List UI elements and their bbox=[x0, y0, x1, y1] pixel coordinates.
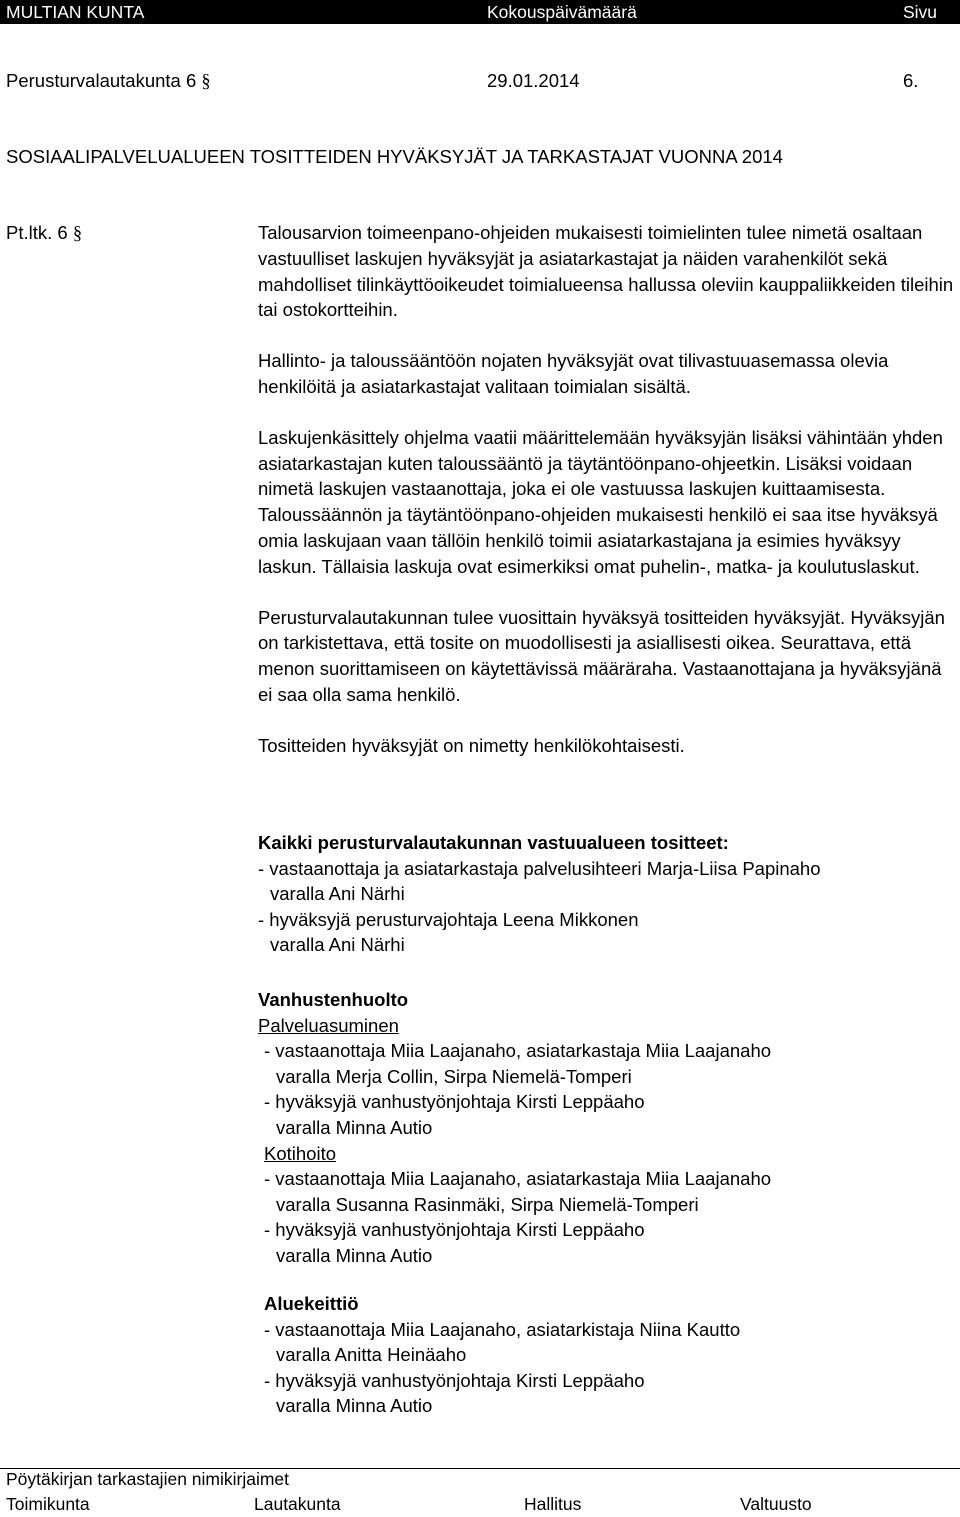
municipality-name: MULTIAN KUNTA bbox=[6, 2, 145, 22]
page-number: 6. bbox=[903, 70, 919, 91]
meeting-date: 29.01.2014 bbox=[487, 70, 580, 91]
meeting-date-label: Kokouspäivämäärä bbox=[487, 2, 637, 22]
list-item: varalla Ani Närhi bbox=[270, 883, 405, 905]
list-item: - hyväksyjä vanhustyönjohtaja Kirsti Leppäaho bbox=[264, 1369, 645, 1391]
footer-col-hallitus: Hallitus bbox=[524, 1494, 582, 1514]
footer-title: Pöytäkirjan tarkastajien nimikirjaimet bbox=[6, 1469, 290, 1489]
list-item: - hyväksyjä perusturvajohtaja Leena Mikkonen bbox=[258, 908, 639, 930]
document-header bbox=[0, 0, 960, 24]
list-item: - hyväksyjä vanhustyönjohtaja Kirsti Leppäaho bbox=[264, 1219, 645, 1241]
footer-col-lautakunta: Lautakunta bbox=[254, 1494, 341, 1514]
item-label: Pt.ltk. 6 § bbox=[6, 222, 83, 244]
section-mark: § bbox=[72, 224, 83, 244]
list-item: varalla Anitta Heinäaho bbox=[276, 1344, 467, 1366]
page-label: Sivu bbox=[903, 2, 938, 22]
all-area-section bbox=[258, 830, 821, 958]
subsection-heading: Kotihoito bbox=[264, 1142, 336, 1164]
paragraph: Perusturvalautakunnan tulee vuosittain hyväksyä tositteiden hyväksyjät. Hyväksyjän on tarkistettava, että tosite on muodollisesti ja asiallisesti oikea. Seurattava, että menon suorittamiseen on käytettävissä määräraha. Vastaanottajana ja hyväksyjänä ei saa olla sama henkilö. bbox=[258, 606, 945, 705]
footer-col-toimikunta: Toimikunta bbox=[6, 1494, 90, 1514]
list-item: - vastaanottaja Miia Laajanaho, asiatarkastaja Miia Laajanaho bbox=[264, 1168, 772, 1190]
paragraph: Laskujenkäsittely ohjelma vaatii määrittelemään hyväksyjän lisäksi vähintään yhden asiatarkastajan kuten taloussääntö ja täytäntöönpano-ohjeetkin. Lisäksi voidaan nimetä laskujen vastaanottaja, joka ei ole vastuussa laskujen kuittaamisesta. Taloussäännön ja täytäntöönpano-ohjeiden mukaisesti henkilö ei saa itse hyväksyä omia laskujaan vaan tällöin henkilö toimii asiatarkastajana ja esimies hyväksyy laskun. Tällaisia laskuja ovat esimerkiksi omat puhelin-, matka- ja koulutuslaskut. bbox=[258, 426, 943, 577]
list-item: - vastaanottaja Miia Laajanaho, asiatarkastaja Miia Laajanaho bbox=[264, 1040, 772, 1062]
list-item: - hyväksyjä vanhustyönjohtaja Kirsti Leppäaho bbox=[264, 1091, 645, 1113]
paragraph: Tositteiden hyväksyjät on nimetty henkilökohtaisesti. bbox=[258, 734, 685, 756]
list-item: varalla Ani Närhi bbox=[270, 934, 405, 956]
list-item: varalla Minna Autio bbox=[276, 1244, 433, 1266]
list-item: varalla Minna Autio bbox=[276, 1395, 433, 1417]
list-item: varalla Minna Autio bbox=[276, 1116, 433, 1138]
section-heading: Vanhustenhuolto bbox=[258, 989, 409, 1010]
list-item: varalla Merja Collin, Sirpa Niemelä-Tomperi bbox=[276, 1065, 632, 1087]
footer-col-valtuusto: Valtuusto bbox=[740, 1494, 812, 1514]
kitchen-section bbox=[258, 1291, 740, 1419]
list-item: varalla Susanna Rasinmäki, Sirpa Niemelä-Tomperi bbox=[276, 1193, 699, 1215]
section-heading: Kaikki perusturvalautakunnan vastuualueen tositteet: bbox=[258, 832, 729, 853]
section-heading: Aluekeittiö bbox=[264, 1293, 359, 1314]
body-text bbox=[258, 220, 958, 759]
document-title: SOSIAALIPALVELUALUEEN TOSITTEIDEN HYVÄKSYJÄT JA TARKASTAJAT VUONNA 2014 bbox=[6, 146, 783, 167]
elderly-care-section bbox=[258, 987, 771, 1269]
paragraph: Hallinto- ja taloussääntöön nojaten hyväksyjät ovat tilivastuuasemassa olevia henkilöitä ja asiatarkastajat valitaan toimialan sisältä. bbox=[258, 350, 889, 397]
list-item: - vastaanottaja Miia Laajanaho, asiatarkistaja Niina Kautto bbox=[264, 1318, 741, 1340]
meeting-body: Perusturvalautakunta 6 § bbox=[6, 70, 211, 92]
list-item: - vastaanottaja ja asiatarkastaja palvelusihteeri Marja-Liisa Papinaho bbox=[258, 857, 821, 879]
paragraph: Talousarvion toimeenpano-ohjeiden mukaisesti toimielinten tulee nimetä osaltaan vastuulliset laskujen hyväksyjät ja asiatarkastajat ja näiden varahenkilöt sekä mahdolliset tilinkäyttöoikeudet toimialueensa hallussa oleviin kauppaliikkeiden tileihin tai ostokortteihin. bbox=[258, 222, 954, 321]
section-mark: § bbox=[201, 72, 211, 92]
subsection-heading: Palveluasuminen bbox=[258, 1014, 399, 1036]
